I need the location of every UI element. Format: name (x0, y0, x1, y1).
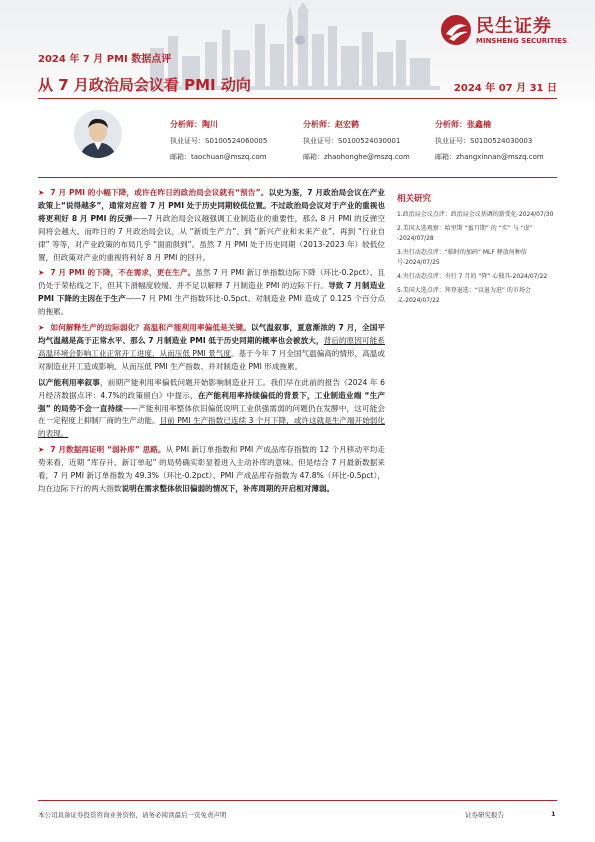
paragraph-1 (38, 187, 385, 264)
paragraph-5 (38, 444, 385, 496)
cert-number: S0100524060005 (205, 137, 268, 145)
footer-disclaimer: 本公司具备证券投资咨询业务资格，请务必阅读最后一页免责声明 (38, 811, 227, 819)
paragraph-text: ——7 月 PMI 生产指数环比-0.5pct、对制造业 PMI 造成了 0.125 个百分点的拖累。 (38, 294, 385, 317)
paragraph-lead: 7 月数据再证明 “弱补库” 思路。 (50, 445, 166, 455)
paragraph-text: ——7 月政治局会议越强调工业制造业的重要性，那么 8 月 PMI 的反弹空间将会越大。而昨日的 7 月政治局会议，从 “新质生产力”、到 “新兴产业和未来产业”、再到 “行业自律” 等等，对产业政策的布局几乎 “面面俱到”。虽然 7 月 PMI 处于历史同期（2013-2023 年）较低位置，但政策对产业的重视将利好 8 月 PMI 的回升。 (38, 213, 385, 262)
analyst-email[interactable]: zhangxinnan@mszq.com (456, 153, 544, 161)
analyst-block-2 (303, 117, 410, 165)
email-label: 邮箱： (170, 153, 191, 161)
page-title: 从 7 月政治局会议看 PMI 动向 (38, 76, 251, 94)
related-research-heading: 相关研究 (397, 194, 432, 204)
cert-label: 执业证号： (170, 137, 205, 145)
paragraph-text: ——产能利用率整体依旧偏低说明工业供强需弱的问题仍在发酵中，这可能会在一定程度上抑制厂商的生产动能。 (38, 403, 386, 426)
paragraph-bold: 在产能利用率持续偏低的背景下，工业制造业端 “生产强” 的局势不会一直持续 (38, 390, 385, 413)
footer-label: 证券研究报告 (465, 811, 504, 819)
arrow-bullet-icon: ➤ (38, 445, 45, 455)
paragraph-bold: 导致 7 月制造业 PMI 下降的主因在于生产 (38, 281, 385, 304)
cert-number: S0100524030003 (470, 137, 533, 145)
paragraph-underline: 目前 PMI 生产指数已连续 3 个月下降，或许这就是生产端开始弱化的表现。 (38, 416, 386, 439)
report-type: 2024 年 7 月 PMI 数据点评 (38, 54, 172, 65)
paragraph-lead: 如何解释生产的边际弱化？高温和产能利用率偏低是关键。 (50, 323, 251, 333)
analyst-email[interactable]: taochuan@mszq.com (191, 153, 267, 161)
analyst-avatar (74, 110, 122, 158)
arrow-bullet-icon: ➤ (38, 268, 45, 278)
main-content (38, 187, 385, 499)
related-research-item[interactable]: 5.美国大选点评：拜登退选：“以退为进” 的市场会义-2024/07/22 (397, 287, 531, 304)
cert-number: S0100524030001 (338, 137, 401, 145)
cert-label: 执业证号： (435, 137, 470, 145)
paragraph-text: 从 PMI 新订单指数和 PMI 产成品库存指数的 12 个月移动平均走势来看，近期 “库存升、新订单起” 的局势确实彰显着进入主动补库的意味。但是结合 7 月最新数据来看，7 月 PMI 新订单指数为 49.3%（环比-0.2pct）、PMI 产成品库存指数为 47.8%（环比-0.5pct），均在边际下行的两大指数 (38, 445, 385, 493)
analyst-title: 分析师： (170, 120, 202, 129)
paragraph-text: ，前期产能利用率偏低问题开始影响制造业开工。我们早在此前的报告《2024 年 6 月经济数据点评：4.7%的政策留白》中提示， (38, 377, 386, 400)
arrow-bullet-icon: ➤ (38, 323, 45, 333)
paragraph-underline: 背后的原因可能系高温环境会影响工业正常开工进度，从而压低 PMI 景气度 (38, 335, 386, 358)
analyst-email[interactable]: zhaohonghe@mszq.com (324, 153, 410, 161)
analyst-title: 分析师： (435, 120, 467, 129)
paragraph-bold: 以史为鉴，7 月政治局会议在产业政策上“说得越多”，通常对应着 7 月 PMI 处于历史同期较低位置。不过政治局会议对于产业的重视也将更利好 8 月 PMI 的反弹 (38, 188, 385, 223)
related-research-item[interactable]: 2.美国大选观察：哈里斯 “蜜月期” 的 “实” 与 “虚” -2024/07/28 (397, 225, 533, 242)
logo-english-text: MINSHENG SECURITIES (476, 37, 567, 45)
paragraph-text: 虽然 7 月 PMI 新订单指数边际下降（环比-0.2pct）、且仍处于荣枯线之下，但其下滑幅度较缓、并不足以解释 7 月制造业 PMI 的边际下行。 (38, 268, 385, 291)
paragraph-bold: 以气温叙事，夏意渐浓的 7 月，全国平均气温越是高于正常水平、那么 7 月制造业 PMI 低于历史同期的概率也会被放大， (38, 323, 385, 345)
logo-chinese-text: 民生证券 (476, 16, 552, 37)
paragraph-4 (38, 377, 385, 442)
cert-label: 执业证号： (303, 137, 338, 145)
related-research (397, 192, 557, 310)
related-research-item[interactable]: 4.央行动态点评：央行 7 月的 “降” 心独具-2024/07/22 (397, 273, 548, 280)
page-number: 1 (551, 810, 556, 818)
minsheng-logo-icon (440, 14, 472, 46)
company-logo (440, 12, 580, 52)
email-label: 邮箱： (303, 153, 324, 161)
related-research-item[interactable]: 1.政治局会议点评：政治局会议基调的新变化-2024/07/30 (397, 211, 554, 218)
analyst-title: 分析师： (303, 120, 335, 129)
analyst-name: 陶川 (202, 120, 218, 129)
paragraph-lead: 7 月 PMI 的下降，不在需求，更在生产。 (50, 268, 196, 278)
paragraph-bold: 以产能利用率叙事 (38, 377, 100, 387)
analyst-name: 赵宏鹤 (335, 120, 359, 129)
footer-divider (38, 800, 557, 801)
arrow-bullet-icon: ➤ (38, 188, 45, 197)
paragraph-bold: 说明在需求整体依旧偏弱的情况下，补库周期的开启相对薄弱。 (121, 483, 335, 493)
analyst-block-1 (170, 117, 267, 165)
header-divider (38, 98, 557, 99)
paragraph-2 (38, 267, 385, 319)
paragraph-text: 。基于今年 7 月全国气温偏高的情形，高温或对制造业开工造成影响，从而压低 PMI 生产指数、并对制造业 PMI 形成拖累。 (38, 348, 385, 371)
email-label: 邮箱： (435, 153, 456, 161)
paragraph-3 (38, 322, 385, 374)
analyst-divider (38, 177, 557, 178)
paragraph-lead: 7 月 PMI 的小幅下降，或许在昨日的政治局会议就有“预告”。 (50, 188, 269, 197)
analyst-name: 张鑫楠 (467, 120, 491, 129)
report-date: 2024 年 07 月 31 日 (453, 83, 557, 94)
related-research-item[interactable]: 3.央行动态点评：“临时的加码” MLF 释放何种信号-2024/07/25 (397, 249, 527, 266)
analyst-block-3 (435, 117, 544, 165)
